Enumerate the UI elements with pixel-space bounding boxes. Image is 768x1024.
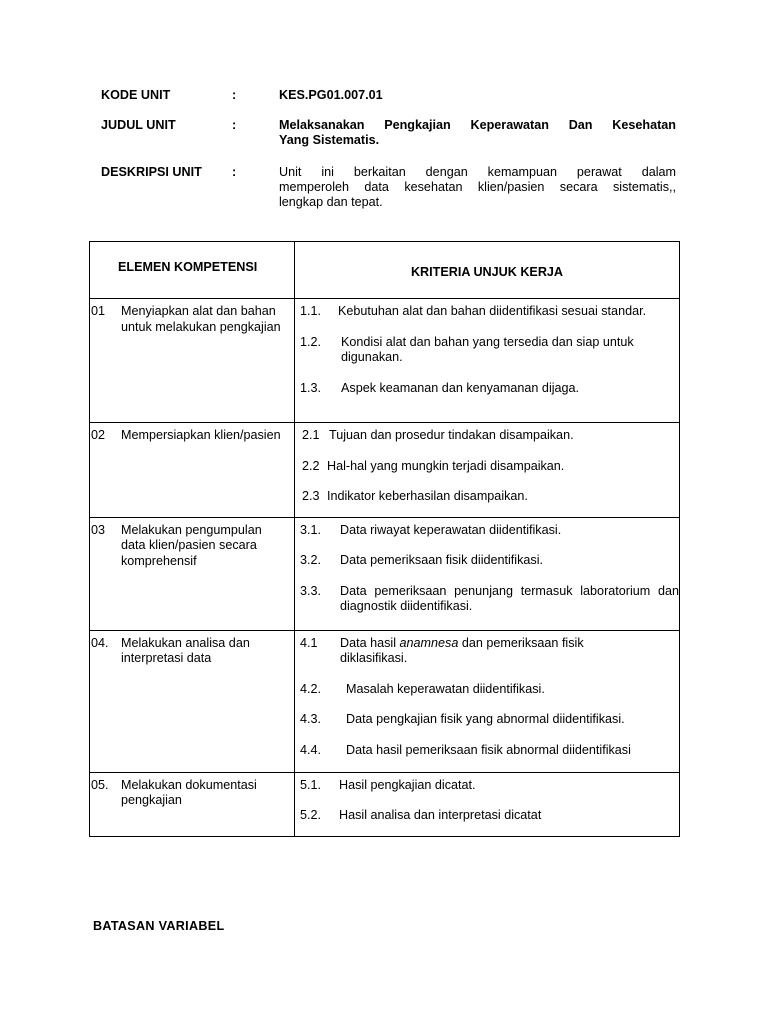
kriteria-cell [295, 772, 680, 836]
kriteria-number: 1.3. [300, 380, 322, 395]
kriteria-number: 4.2. [300, 681, 322, 696]
kriteria-text-part: dan pemeriksaan fisik diklasifikasi. [340, 635, 584, 665]
kriteria-number: 5.1. [300, 777, 322, 792]
kriteria-item [300, 743, 679, 759]
kriteria-text: Tujuan dan prosedur tindakan disampaikan. [329, 428, 574, 442]
kriteria-text: Kondisi alat dan bahan yang tersedia dan siap untuk digunakan. [341, 334, 634, 364]
table-row [90, 299, 680, 423]
kriteria-number: 2.3 [302, 489, 320, 503]
elemen-text: Mempersiapkan klien/pasien [121, 428, 281, 442]
kriteria-item [300, 459, 679, 475]
kriteria-item [300, 381, 679, 397]
elemen-text: Menyiapkan alat dan bahan untuk melakukan pengkajian [121, 304, 281, 334]
judul-unit-colon: : [232, 118, 237, 132]
kriteria-number: 4.1 [300, 635, 318, 650]
kriteria-text: Indikator keberhasilan disampaikan. [327, 489, 528, 503]
kriteria-item [300, 712, 679, 728]
elemen-text: Melakukan dokumentasi pengkajian [121, 777, 257, 807]
header-kriteria-unjuk-kerja: KRITERIA UNJUK KERJA [295, 242, 680, 299]
kriteria-item [300, 304, 679, 320]
kriteria-cell [295, 630, 680, 772]
elemen-cell [90, 299, 295, 423]
kriteria-number: 2.1 [302, 428, 320, 442]
kriteria-number: 4.3. [300, 712, 322, 726]
elemen-number: 01 [91, 304, 106, 318]
kriteria-text: Data pemeriksaan fisik diidentifikasi. [340, 553, 543, 567]
kriteria-number: 3.3. [300, 583, 322, 598]
kriteria-number: 4.4. [300, 742, 322, 757]
table-header-row [90, 242, 680, 299]
elemen-cell [90, 630, 295, 772]
kriteria-text: Aspek keamanan dan kenyamanan dijaga. [341, 380, 580, 395]
kriteria-number: 2.2 [302, 458, 320, 473]
kriteria-text: Hasil pengkajian dicatat. [339, 777, 476, 792]
kriteria-item [300, 335, 679, 366]
kriteria-text: Data riwayat keperawatan diidentifikasi. [340, 522, 562, 537]
kriteria-item [300, 636, 679, 667]
kode-unit-label: KODE UNIT [101, 88, 171, 102]
elemen-cell [90, 423, 295, 518]
kriteria-item [300, 682, 679, 698]
kriteria-text-italic: anamnesa [399, 635, 459, 650]
kriteria-number: 5.2. [300, 808, 322, 822]
kriteria-item [300, 553, 679, 569]
deskripsi-unit-value-line: Unit ini berkaitan dengan kemampuan perawat dalam [279, 165, 676, 179]
kriteria-text [300, 636, 679, 667]
judul-unit-value-line: Yang Sistematis. [279, 133, 380, 147]
deskripsi-unit-colon: : [232, 165, 237, 179]
elemen-number: 04. [91, 635, 109, 650]
kode-unit-colon: : [232, 88, 237, 102]
elemen-cell [90, 517, 295, 630]
kriteria-text: Data pengkajian fisik yang abnormal diidentifikasi. [346, 712, 625, 726]
deskripsi-unit-value [279, 165, 676, 210]
kriteria-text: Hal-hal yang mungkin terjadi disampaikan. [327, 458, 565, 473]
kriteria-text: Data hasil pemeriksaan fisik abnormal diidentifikasi [346, 742, 631, 757]
elemen-text: Melakukan pengumpulan data klien/pasien secara komprehensif [121, 522, 262, 568]
kriteria-number: 3.2. [300, 553, 322, 567]
competency-table [89, 241, 680, 837]
kriteria-cell [295, 517, 680, 630]
elemen-number: 02 [91, 428, 106, 442]
judul-unit-label: JUDUL UNIT [101, 118, 176, 132]
table-row [90, 630, 680, 772]
judul-unit-value [279, 118, 676, 148]
kriteria-text: Kebutuhan alat dan bahan diidentifikasi sesuai standar. [338, 304, 647, 318]
kriteria-text: Data pemeriksaan penunjang termasuk laboratorium dan diagnostik diidentifikasi. [340, 583, 679, 613]
kriteria-item [300, 778, 679, 794]
kode-unit-value: KES.PG01.007.01 [279, 88, 383, 102]
kriteria-item [300, 489, 679, 505]
judul-unit-value-line: Melaksanakan Pengkajian Keperawatan Dan Kesehatan [279, 118, 676, 132]
kriteria-item [300, 523, 679, 539]
kriteria-item [300, 584, 679, 615]
deskripsi-unit-value-line: lengkap dan tepat. [279, 195, 383, 209]
kriteria-text: Hasil analisa dan interpretasi dicatat [339, 808, 542, 822]
elemen-number: 05. [91, 777, 109, 792]
table-row [90, 517, 680, 630]
header-elemen-kompetensi: ELEMEN KOMPETENSI [90, 242, 295, 299]
elemen-number: 03 [91, 522, 106, 537]
elemen-text: Melakukan analisa dan interpretasi data [121, 635, 250, 665]
kriteria-item [300, 428, 679, 444]
kriteria-number: 3.1. [300, 522, 322, 537]
kriteria-item [300, 808, 679, 824]
deskripsi-unit-label: DESKRIPSI UNIT [101, 165, 202, 179]
table-row [90, 423, 680, 518]
kriteria-cell [295, 423, 680, 518]
table-row [90, 772, 680, 836]
kriteria-text: Masalah keperawatan diidentifikasi. [346, 681, 545, 696]
kriteria-text-part: Data hasil [340, 635, 400, 650]
kriteria-cell [295, 299, 680, 423]
elemen-cell [90, 772, 295, 836]
deskripsi-unit-value-line: memperoleh data kesehatan klien/pasien secara sistematis,, [279, 180, 676, 194]
kriteria-number: 1.1. [300, 304, 322, 318]
kriteria-number: 1.2. [300, 334, 322, 349]
batasan-variabel-heading: BATASAN VARIABEL [93, 919, 225, 933]
